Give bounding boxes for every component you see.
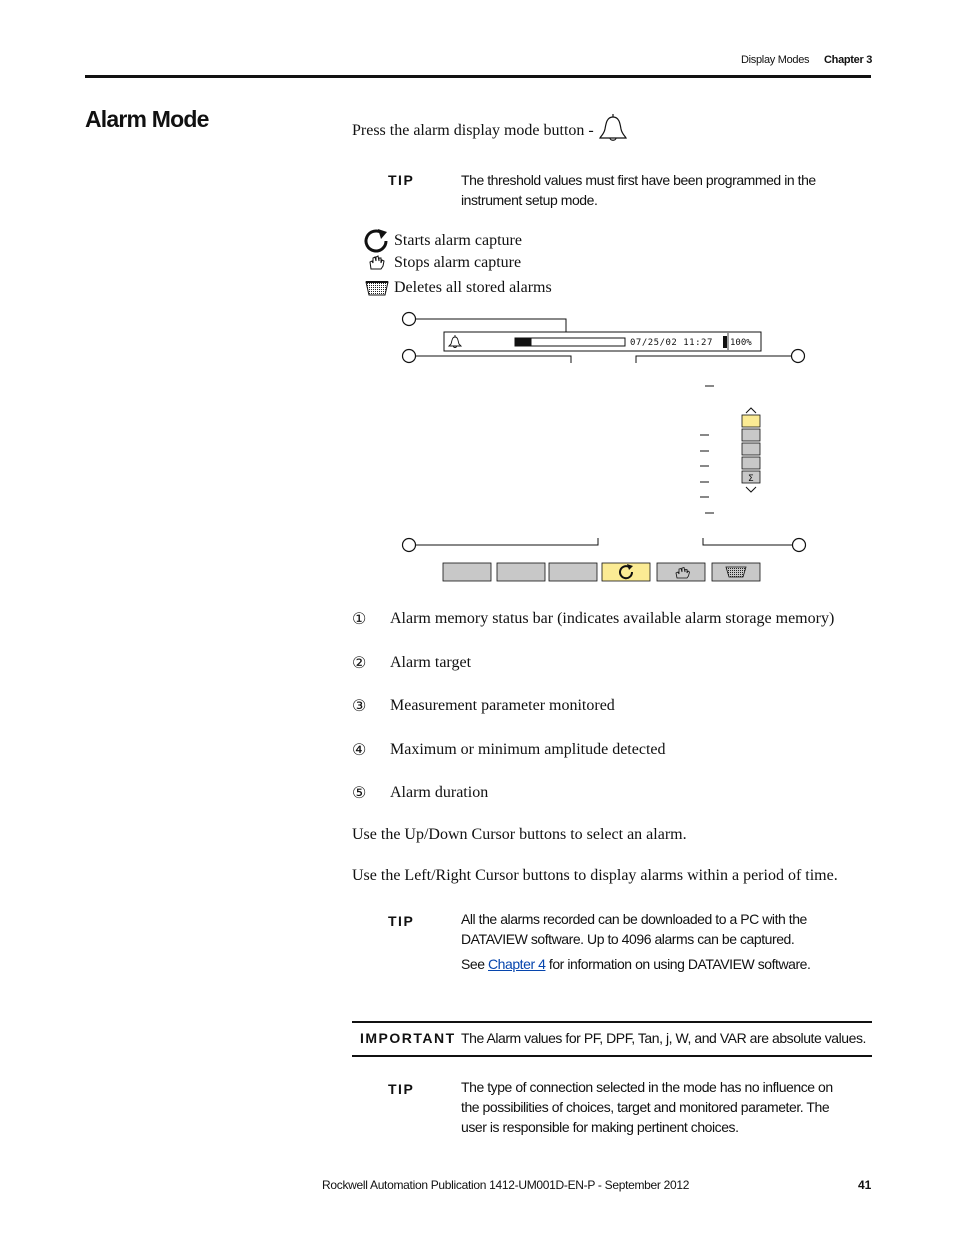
callout-number: ④	[352, 742, 367, 759]
callout-marker-3	[792, 350, 805, 363]
alarm-screen-diagram	[400, 305, 820, 590]
tip-see-line	[461, 954, 881, 974]
function-button-2	[497, 563, 545, 581]
tip-text-2: All the alarms recorded can be downloaded to a PC with the DATAVIEW software. Up to 4096 alarms can be captured.	[461, 911, 807, 947]
tip-text-3: The type of connection selected in the mode has no influence on the possibilities of choices, target and monitored parameter. The user is responsible for making pertinent choices.	[461, 1079, 833, 1135]
callout-text: Alarm target	[390, 654, 472, 671]
callout-number: ①	[352, 611, 367, 628]
tip-label-2: TIP	[388, 913, 415, 929]
important-text: The Alarm values for PF, DPF, Tan, j, W, and VAR are absolute values.	[461, 1030, 866, 1046]
chevron-up-icon	[746, 408, 756, 413]
callout-number: ②	[352, 655, 367, 672]
chevron-down-icon	[746, 487, 756, 492]
footer-publication: Rockwell Automation Publication 1412-UM001D-EN-P - September 2012	[322, 1178, 690, 1192]
paragraph: Use the Up/Down Cursor buttons to select an alarm.	[352, 826, 687, 843]
sigma-label: Σ	[748, 474, 754, 484]
trash-icon	[360, 279, 394, 297]
callout-number: ③	[352, 698, 367, 715]
bell-icon	[598, 113, 630, 148]
function-button-3	[549, 563, 597, 581]
function-button-1	[443, 563, 491, 581]
callout-number: ⑤	[352, 785, 367, 802]
callout-text: Maximum or minimum amplitude detected	[390, 741, 666, 758]
page-number: 41	[858, 1178, 872, 1192]
callout-text: Alarm duration	[390, 784, 489, 801]
callout-text: Alarm memory status bar (indicates available alarm storage memory)	[390, 610, 835, 627]
callout-marker-1	[403, 313, 416, 326]
tip-label-1: TIP	[388, 172, 415, 188]
legend-label: Starts alarm capture	[394, 232, 522, 249]
page-title: Alarm Mode	[85, 106, 209, 132]
chapter-4-link[interactable]: Chapter 4	[488, 956, 546, 972]
see-rest-text: for information on using DATAVIEW software.	[548, 956, 811, 972]
legend-item-delete	[360, 279, 552, 297]
header-section: Display Modes	[741, 54, 810, 66]
callout-marker-5	[793, 539, 806, 552]
hand-icon	[360, 254, 394, 272]
tip-label-3: TIP	[388, 1081, 415, 1097]
battery-label: 100%	[730, 338, 752, 348]
legend-label: Stops alarm capture	[394, 254, 522, 271]
legend-label: Deletes all stored alarms	[394, 279, 552, 296]
important-top-rule	[352, 1021, 872, 1023]
see-text: See	[461, 956, 485, 972]
callout-marker-2	[403, 350, 416, 363]
callout-marker-4	[403, 539, 416, 552]
paragraph: Use the Left/Right Cursor buttons to display alarms within a period of time.	[352, 867, 838, 884]
battery-icon	[723, 336, 727, 348]
legend-item-start	[360, 228, 522, 254]
trash-icon	[726, 567, 746, 577]
datetime-label: 07/25/02 11:27	[630, 338, 713, 348]
important-bottom-rule	[352, 1055, 872, 1057]
header-rule	[85, 75, 871, 78]
refresh-icon	[360, 228, 394, 254]
intro-text: Press the alarm display mode button -	[352, 122, 594, 139]
important-label: IMPORTANT	[360, 1030, 456, 1046]
memory-bar-fill	[515, 338, 532, 346]
callout-text: Measurement parameter monitored	[390, 697, 615, 714]
legend-item-stop	[360, 254, 521, 272]
header-chapter: Chapter 3	[824, 54, 873, 66]
tip-text-1: The threshold values must first have been programmed in the instrument setup mode.	[461, 172, 816, 208]
